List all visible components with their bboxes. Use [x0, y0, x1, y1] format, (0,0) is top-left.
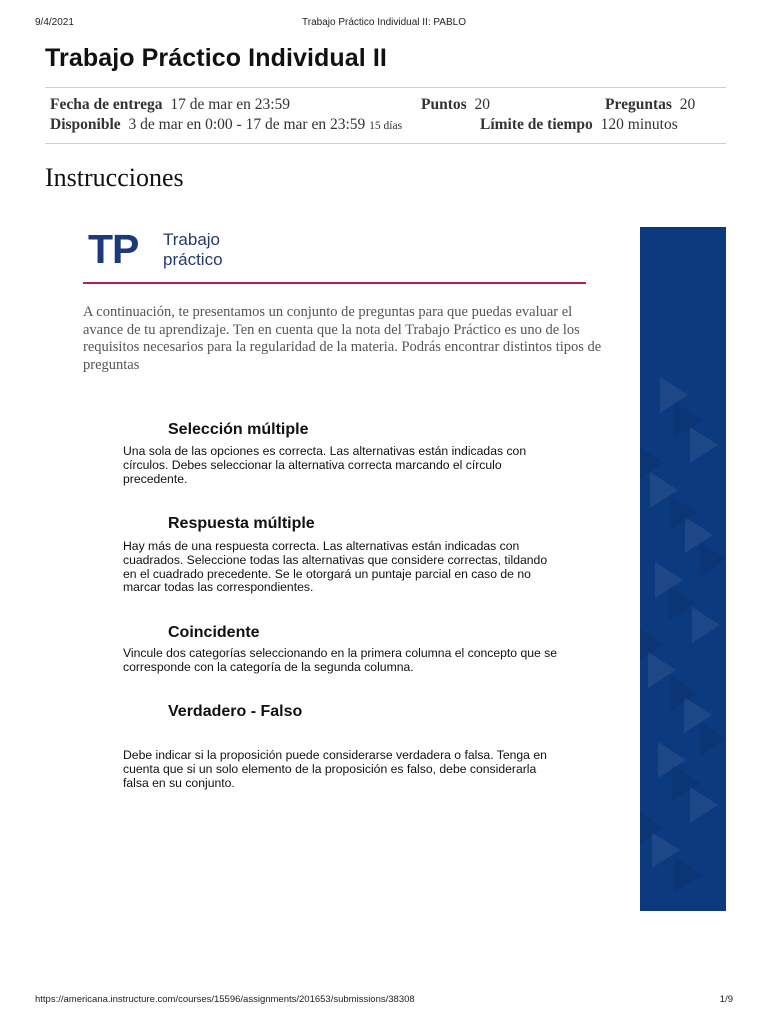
type-text-seleccion: Una sola de las opciones es correcta. Las alternativas están indicadas con círculos. Debes seleccionar la alternativa correcta marcando el círculo precedente. [123, 444, 527, 486]
divider-top [45, 87, 726, 88]
meta-points [421, 96, 490, 114]
page-title: Trabajo Práctico Individual II [45, 44, 387, 72]
tp-logo-text [163, 230, 223, 270]
type-text-verdadero-falso: Debe indicar si la proposición puede considerarse verdadera o falsa. Tenga en cuenta que si un solo elemento de la proposición es falso, debe considerarla falsa en su conjunto. [123, 748, 547, 790]
meta-questions [605, 96, 695, 114]
meta-questions-value: 20 [679, 96, 696, 113]
meta-available [50, 116, 402, 134]
print-footer [0, 994, 768, 1008]
meta-available-label: Disponible [50, 116, 121, 133]
meta-time-limit [480, 116, 678, 134]
tp-logo-line2: práctico [163, 250, 223, 269]
print-tab-title: Trabajo Práctico Individual II: PABLO [302, 17, 466, 28]
type-title-verdadero-falso: Verdadero - Falso [168, 703, 303, 720]
print-page-number: 1/9 [719, 994, 733, 1005]
tp-logo-mark: TP [88, 226, 139, 272]
type-title-respuesta: Respuesta múltiple [168, 515, 315, 532]
meta-points-value: 20 [474, 96, 491, 113]
meta-time-limit-label: Límite de tiempo [480, 116, 593, 133]
banner-triangle-pattern [640, 227, 726, 911]
tp-logo-underline [83, 282, 586, 284]
meta-due [50, 96, 290, 114]
meta-time-limit-value: 120 minutos [600, 116, 678, 133]
tp-logo-line1: Trabajo [163, 230, 221, 249]
meta-questions-label: Preguntas [605, 96, 672, 113]
type-title-seleccion: Selección múltiple [168, 421, 309, 438]
meta-due-value: 17 de mar en 23:59 [170, 96, 291, 113]
tp-logo [88, 226, 588, 285]
meta-due-label: Fecha de entrega [50, 96, 163, 113]
section-title: Instrucciones [45, 163, 184, 192]
side-banner-image [640, 227, 726, 911]
type-text-coincidente: Vincule dos categorías seleccionando en la primera columna el concepto que se corresponde con la categoría de la segunda columna. [123, 646, 558, 674]
divider-bottom [45, 143, 726, 144]
meta-points-label: Puntos [421, 96, 467, 113]
print-header [0, 17, 768, 31]
meta-available-days: 15 días [369, 120, 403, 132]
meta-available-value: 3 de mar en 0:00 - 17 de mar en 23:59 [128, 116, 366, 133]
type-text-respuesta: Hay más de una respuesta correcta. Las alternativas están indicadas con cuadrados. Seleccione todas las alternativas que considere correctas, tildando en el cuadrado precedente. Se le otorgará un puntaje parcial en caso de no marcar todas las correspondientes. [123, 539, 548, 595]
print-date: 9/4/2021 [35, 17, 74, 28]
type-title-coincidente: Coincidente [168, 624, 260, 641]
intro-text: A continuación, te presentamos un conjunto de preguntas para que puedas evaluar el avance de tu aprendizaje. Ten en cuenta que la nota del Trabajo Práctico es uno de los requisitos necesarios para la regularidad de la materia. Podrás encontrar distintos tipos de preguntas [83, 304, 602, 373]
print-url: https://americana.instructure.com/courses/15596/assignments/201653/submissions/38308 [35, 994, 415, 1005]
